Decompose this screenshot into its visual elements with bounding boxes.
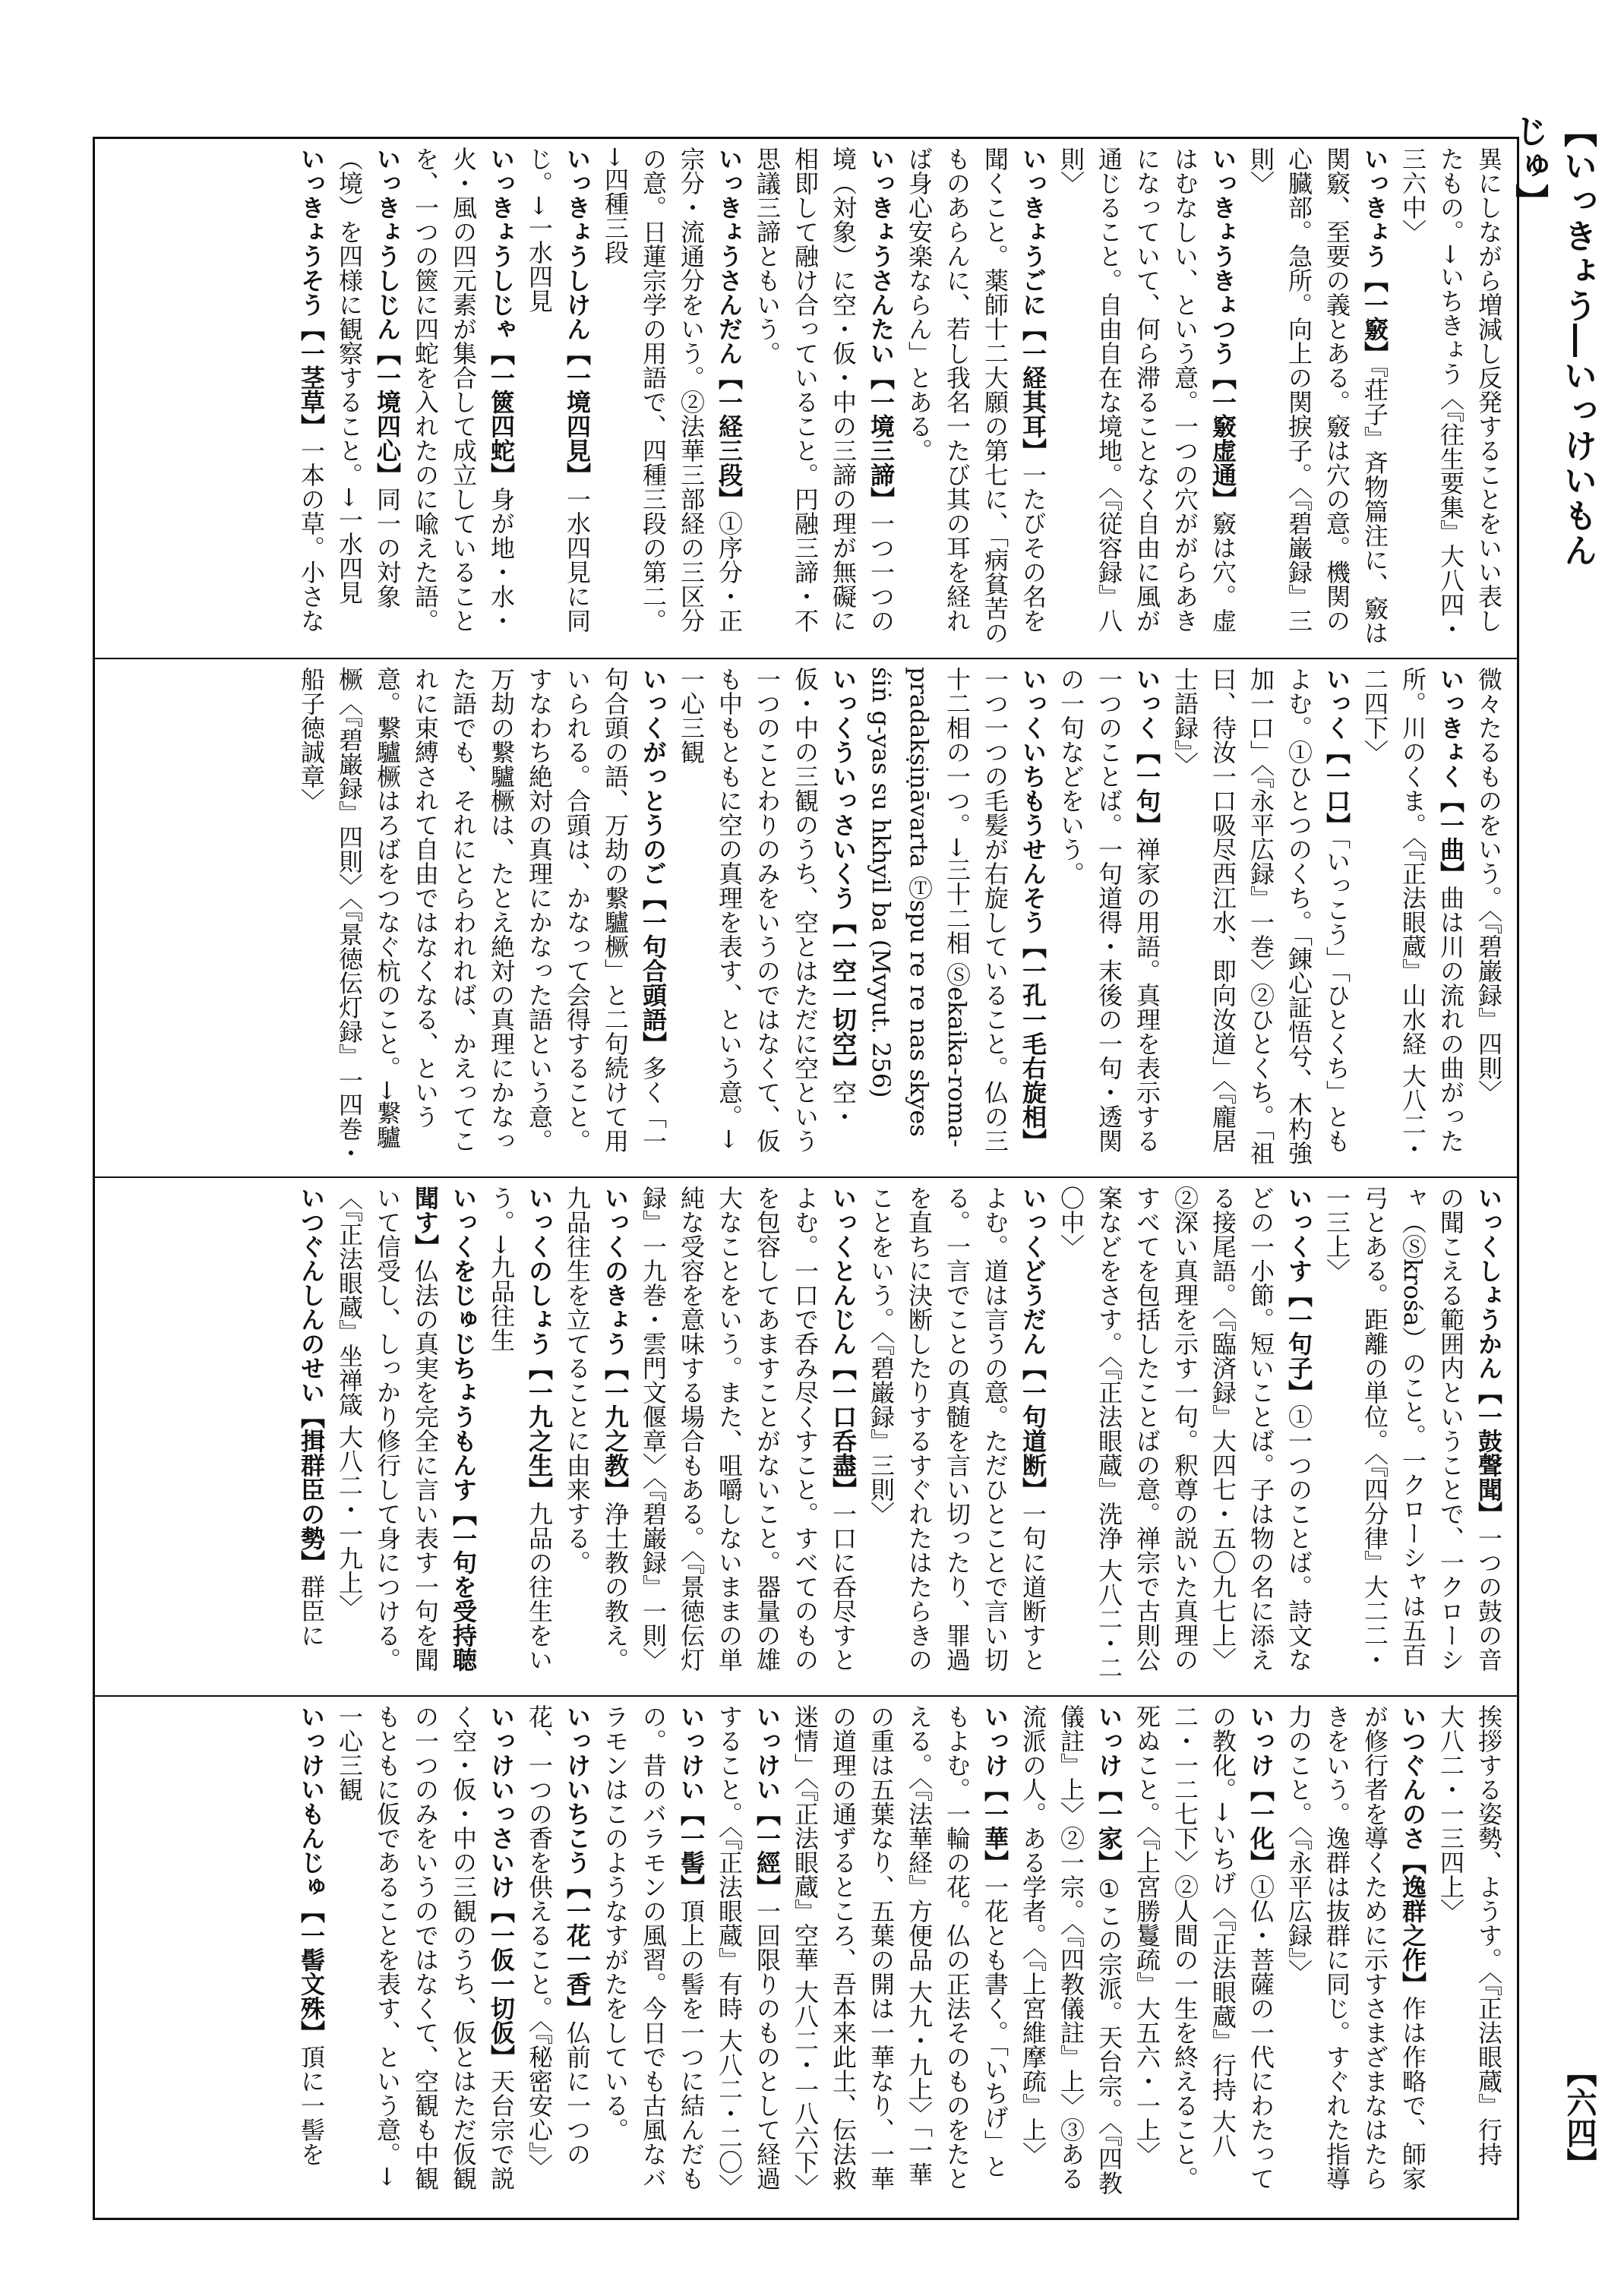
dictionary-entry — [1052, 667, 1166, 1168]
dictionary-entry — [1166, 667, 1356, 1168]
entry-definition: ①仏・菩薩の一代にわたっての教化。→いちげ〈『正法眼蔵』行持 大八二・一二七下〉②人間の一生を終えること。死ぬこと。〈『上宮勝鬘疏』大五六・一上〉 — [1133, 1704, 1275, 2190]
entry-definition: 空・仮・中の三観のうち、空とはただに空という一つのことわりのみをいうのではなくて、仮も中もともに空の真理を表す、という意。→一心三観 — [677, 667, 858, 1153]
entry-headword: いっく【一句】 — [1133, 667, 1161, 837]
dictionary-entry — [710, 1704, 786, 2198]
entry-definition: 九品の往生をいう。→九品往生 — [487, 1186, 554, 1672]
entry-definition: 一つの鼓の音の聞こえる範囲内ということで、一クローシャ（Ⓢkrośa）のこと。一クローシャは五百弓とある。距離の単位。〈『四分律』大二二・一三上〉 — [1322, 1186, 1503, 1672]
entry-definition: 挨拶する姿勢、ようす。〈『正法眼蔵』行持 大八二・一三四上〉 — [1436, 1704, 1503, 2166]
entry-headword: いっくのきょう【一九之教】 — [601, 1186, 630, 1502]
dictionary-entry — [596, 1704, 710, 2198]
entry-headword: いっく【一口】 — [1322, 667, 1351, 837]
entry-definition: 一口に呑尽すとよむ。一口で呑み尽くすこと。すべてのものを包容してあますことがないこと。器量の雄大なことをいう。また、咀嚼しないままの単純な受容を意味する場合もある。〈『景徳伝灯録』一九巻・雲門文偃章〉〈『碧巌録』一則〉 — [639, 1186, 858, 1672]
dictionary-entry — [1394, 147, 1508, 648]
entry-headword: いっくす【一句子】 — [1284, 1186, 1313, 1404]
tier-3-text — [104, 1186, 1508, 1687]
dictionary-entry — [786, 1704, 1014, 2198]
entry-definition: ①一つのことば。詩文などの一小節。短いことば。子は物の名に添える接尾語。〈『臨済録』大四七・五〇九七上〉②深い真理を示す一句。釈尊の説いた真理のすべてを包括したことばの意。禅宗で古則公案などをさす。〈『正法眼蔵』洗浄 大八二・二〇中〉 — [1057, 1186, 1313, 1680]
tier-2-text — [104, 667, 1508, 1168]
entry-headword: いつぐんのさ【逸群之作】 — [1398, 1704, 1427, 1996]
entry-definition: 『荘子』斉物篇注に、竅は関竅、至要の義とある。竅は穴の意。機関の心臓部。急所。向上の関捩子。〈『碧巌録』三則〉 — [1246, 147, 1389, 645]
entry-headword: いっけい【一經】 — [753, 1704, 782, 1899]
entry-definition: 一本の草。小さな — [297, 438, 326, 633]
entry-definition: 頂に一髻を — [297, 2045, 326, 2166]
entry-definition: 一たびその名を聞くこと。薬師十二大願の第七に、「病貧苦のものあらんに、若し我名一たび其の耳を経れば身心安楽ならん」とある。 — [905, 147, 1047, 645]
entry-definition: 多く「一句合頭の語、万劫の繋驢橛」と二句続けて用いられる。合頭は、かなって会得すること。すなわち絶対の真理にかなった語という意。万劫の繋驢橛は、たとえ絶対の真理にかなった語でも、それにとらわれれば、かえってこれに束縛されて自由ではなくなる、という意。繋驢橛はろばをつなぐ杭のこと。→繋驢橛〈『碧巌録』四則〉〈『景徳伝灯録』一四巻・船子徳誠章〉 — [297, 667, 668, 1165]
entry-headword: いっくいちもうせんそう【一孔一毛右旋相】 — [1019, 667, 1047, 1153]
entry-headword: いっけいっさいけ【一仮一切仮】 — [487, 1704, 516, 2069]
entry-headword: いっくういっさいくう【一空一切空】 — [829, 667, 858, 1080]
dictionary-entry — [330, 1186, 482, 1687]
dictionary-entry — [520, 1704, 596, 2198]
entry-definition: 微々たるものをいう。〈『碧巌録』四則〉 — [1474, 667, 1503, 1104]
entry-headword: いっけ【一華】 — [981, 1704, 1009, 1874]
entry-definition: 作は作略で、師家が修行者を導くために示すさまざまなはたらきをいう。逸群は抜群に同じ。すぐれた指導力のこと。〈『永平広録』〉 — [1284, 1704, 1427, 2190]
dictionary-entry — [406, 147, 520, 648]
dictionary-entry — [292, 1704, 330, 2198]
entry-headword: いっけい【一髻】 — [677, 1704, 706, 1899]
entry-definition: 一回限りのものとして経過すること。〈『正法眼蔵』有時 大八二・二〇〉 — [715, 1704, 782, 2198]
entry-headword: いっきょく【一曲】 — [1436, 667, 1465, 886]
dictionary-entry — [596, 147, 748, 648]
entry-definition: 一花とも書く。「いちげ」ともよむ。一輪の花。仏の正法そのものをたとえる。〈『法華経』方便品 大九・九上〉「一華の重は五葉なり、五葉の開は一華なり、一華の道理の通ずるところ、吾本来此土、伝法救迷情」〈『正法眼蔵』空華 大八二・一八六下〉 — [791, 1704, 1009, 2198]
entry-headword: いっきょうさんだん【一経三段】 — [715, 147, 744, 511]
entry-headword: いっきょうしじん【一境四心】 — [373, 147, 402, 487]
entry-headword: いっくとんじん【一口呑盡】 — [829, 1186, 858, 1502]
entry-definition: 異にしながら増減し反発することをいい表したもの。→いちきょう〈『往生要集』大八四・三六中〉 — [1398, 147, 1503, 641]
entry-definition: 仏前に一つの花、一つの香を供えること。〈『秘密安心』〉 — [525, 1704, 592, 2178]
entry-definition: 頂上の髻を一つに結んだもの。昔のバラモンの風習。今日でも古風なバラモンはこのようなすがたをしている。 — [601, 1704, 706, 2190]
entry-headword: いっきょうごに【一経其耳】 — [1019, 147, 1047, 463]
dictionary-entry — [1128, 1704, 1280, 2198]
dictionary-entry — [520, 147, 596, 648]
entry-headword: いっきょうしじゃ【一篋四蛇】 — [487, 147, 516, 487]
dictionary-entry — [1432, 1704, 1508, 2198]
entry-definition: 群臣に — [297, 1574, 326, 1647]
running-head: 【いっきょう―いっけいもんじゅ】 — [1509, 114, 1597, 568]
dictionary-entry — [1242, 147, 1394, 648]
entry-headword: いっくのしょう【一九之生】 — [525, 1186, 554, 1502]
entry-definition: 一つ一つの境（対象）に空・仮・中の三諦の理が無礙に相即して融け合っていること。円融三諦・不思議三諦ともいう。 — [753, 147, 896, 633]
dictionary-entry — [292, 1186, 330, 1687]
dictionary-entry — [1318, 1186, 1508, 1687]
dictionary-entry — [1280, 1704, 1432, 2198]
entry-headword: いっきょうそう【一茎草】 — [297, 147, 326, 438]
entry-definition: 禅家の用語。真理を表示する一つのことば。一句道得・末後の一句・透関の一句などをいう。 — [1057, 667, 1161, 1153]
dictionary-entry — [1014, 1704, 1128, 2198]
entry-definition: 「いっこう」「ひとくち」ともよむ。①ひとつのくち。「錬心証悟兮、木杓強加一口」〈『永平広録』一巻〉②ひとくち。「祖曰、待汝一口吸尽西江水、即向汝道」〈『龐居士語録』〉 — [1171, 667, 1351, 1165]
entry-definition: ①序分・正宗分・流通分をいう。②法華三部経の三区分の意。日蓮宗学の用語で、四種三段の第二。→四種三段 — [601, 147, 744, 633]
tier-4 — [95, 1695, 1517, 2206]
entry-definition: 仏法の真実を完全に言い表す一句を聞いて信受し、しっかり修行して身につける。〈『正法眼蔵』坐禅箴 大八二・一九上〉 — [335, 1186, 440, 1672]
dictionary-entry — [634, 1186, 862, 1687]
page-number: 【六四】 — [1562, 2057, 1597, 2178]
tier-2 — [95, 658, 1517, 1176]
entry-definition: 浄土教の教え。九品往生を立てることに由来する。 — [563, 1186, 630, 1672]
entry-definition: 天台宗で説く空・仮・中の三観のうち、仮とはただ仮観の一つのみをいうのではなくて、空観も中観もともに仮であることを表す、という意。→一心三観 — [335, 1704, 516, 2190]
entry-definition: 身が地・水・火・風の四元素が集合して成立していることを、一つの篋に四蛇を入れたのに喩えた語。 — [411, 147, 516, 633]
entry-definition: 竅は穴。虚はむなしい、という意。一つの穴ががらあきになっていて、何ら滞ることなく自由に風が通じること。自由自在な境地。〈『従容録』八則〉 — [1057, 147, 1237, 633]
dictionary-entry — [862, 1186, 1052, 1687]
entry-headword: いつぐんしんのせい【揖群臣の勢】 — [297, 1186, 326, 1574]
entry-definition: 一水四見に同じ。→一水四見 — [525, 147, 592, 633]
entry-headword: いっきょうさんたい【一境三諦】 — [867, 147, 896, 511]
tier-3 — [95, 1176, 1517, 1694]
page-frame — [93, 137, 1519, 2220]
tier-4-text — [104, 1704, 1508, 2198]
dictionary-entry — [292, 667, 672, 1168]
dictionary-entry — [1356, 667, 1470, 1168]
dictionary-entry — [482, 1186, 558, 1687]
entry-definition: 一句に道断すとよむ。道は言うの意。ただひとことで言い切る。一言でことの真髄を言い切ったり、罪過を直ちに決断したりするすぐれたはたらきのことをいう。〈『碧巌録』三則〉 — [867, 1186, 1047, 1672]
entry-headword: いっけ【一家】 — [1095, 1704, 1123, 1874]
dictionary-entry — [1052, 147, 1242, 648]
dictionary-entry — [900, 147, 1052, 648]
entry-headword: いっくをじゅじちょうもんす【一句を受持聴聞す】 — [411, 1186, 478, 1672]
entry-headword: いっけいもんじゅ【一髻文殊】 — [297, 1704, 326, 2045]
tier-1-text — [104, 147, 1508, 648]
entry-definition: ①この宗派。天台宗。〈『四教儀註』上〉②一宗。〈『四教儀註』上〉③ある流派の人。ある学者。〈『上宮維摩疏』上〉 — [1019, 1704, 1123, 2195]
entry-headword: いっけ【一化】 — [1246, 1704, 1275, 1874]
entry-headword: いっきょうしけん【一境四見】 — [563, 147, 592, 487]
dictionary-entry — [558, 1186, 634, 1687]
tier-1 — [95, 139, 1517, 655]
entry-headword: いっくしょうかん【一鼓聲聞】 — [1474, 1186, 1503, 1526]
dictionary-entry — [1470, 667, 1508, 1168]
entry-headword: いっきょう【一竅】 — [1360, 147, 1389, 365]
dictionary-entry — [1052, 1186, 1318, 1687]
entry-headword: いっくがっとうのご【一句合頭語】 — [639, 667, 668, 1056]
entry-definition: 曲は川の流れの曲がった所。川のくま。〈『正法眼蔵』山水経 大八二・二四下〉 — [1360, 667, 1465, 1161]
dictionary-entry — [330, 147, 406, 648]
entry-definition: 同一の対象（境）を四様に観察すること。→一水四見 — [335, 147, 402, 608]
dictionary-entry — [748, 147, 900, 648]
entry-headword: いっけいちこう【一花一香】 — [563, 1704, 592, 2020]
dictionary-entry — [330, 1704, 520, 2198]
entry-headword: いっくどうだん【一句道断】 — [1019, 1186, 1047, 1502]
entry-headword: いっきょうきょつう【一竅虚通】 — [1209, 147, 1237, 511]
dictionary-entry — [862, 667, 1052, 1168]
dictionary-entry — [292, 147, 330, 648]
dictionary-entry — [672, 667, 862, 1168]
entry-definition: 一つ一つの毛髪が右旋していること。仏の三十二相の一つ。→三十二相 Ⓢekaika-roma-pradakṣiṇāvarta Ⓣspu re re nas skyes śiṅ g-yas su hkhyil ba (Mvyut. 256) — [867, 667, 1009, 1153]
